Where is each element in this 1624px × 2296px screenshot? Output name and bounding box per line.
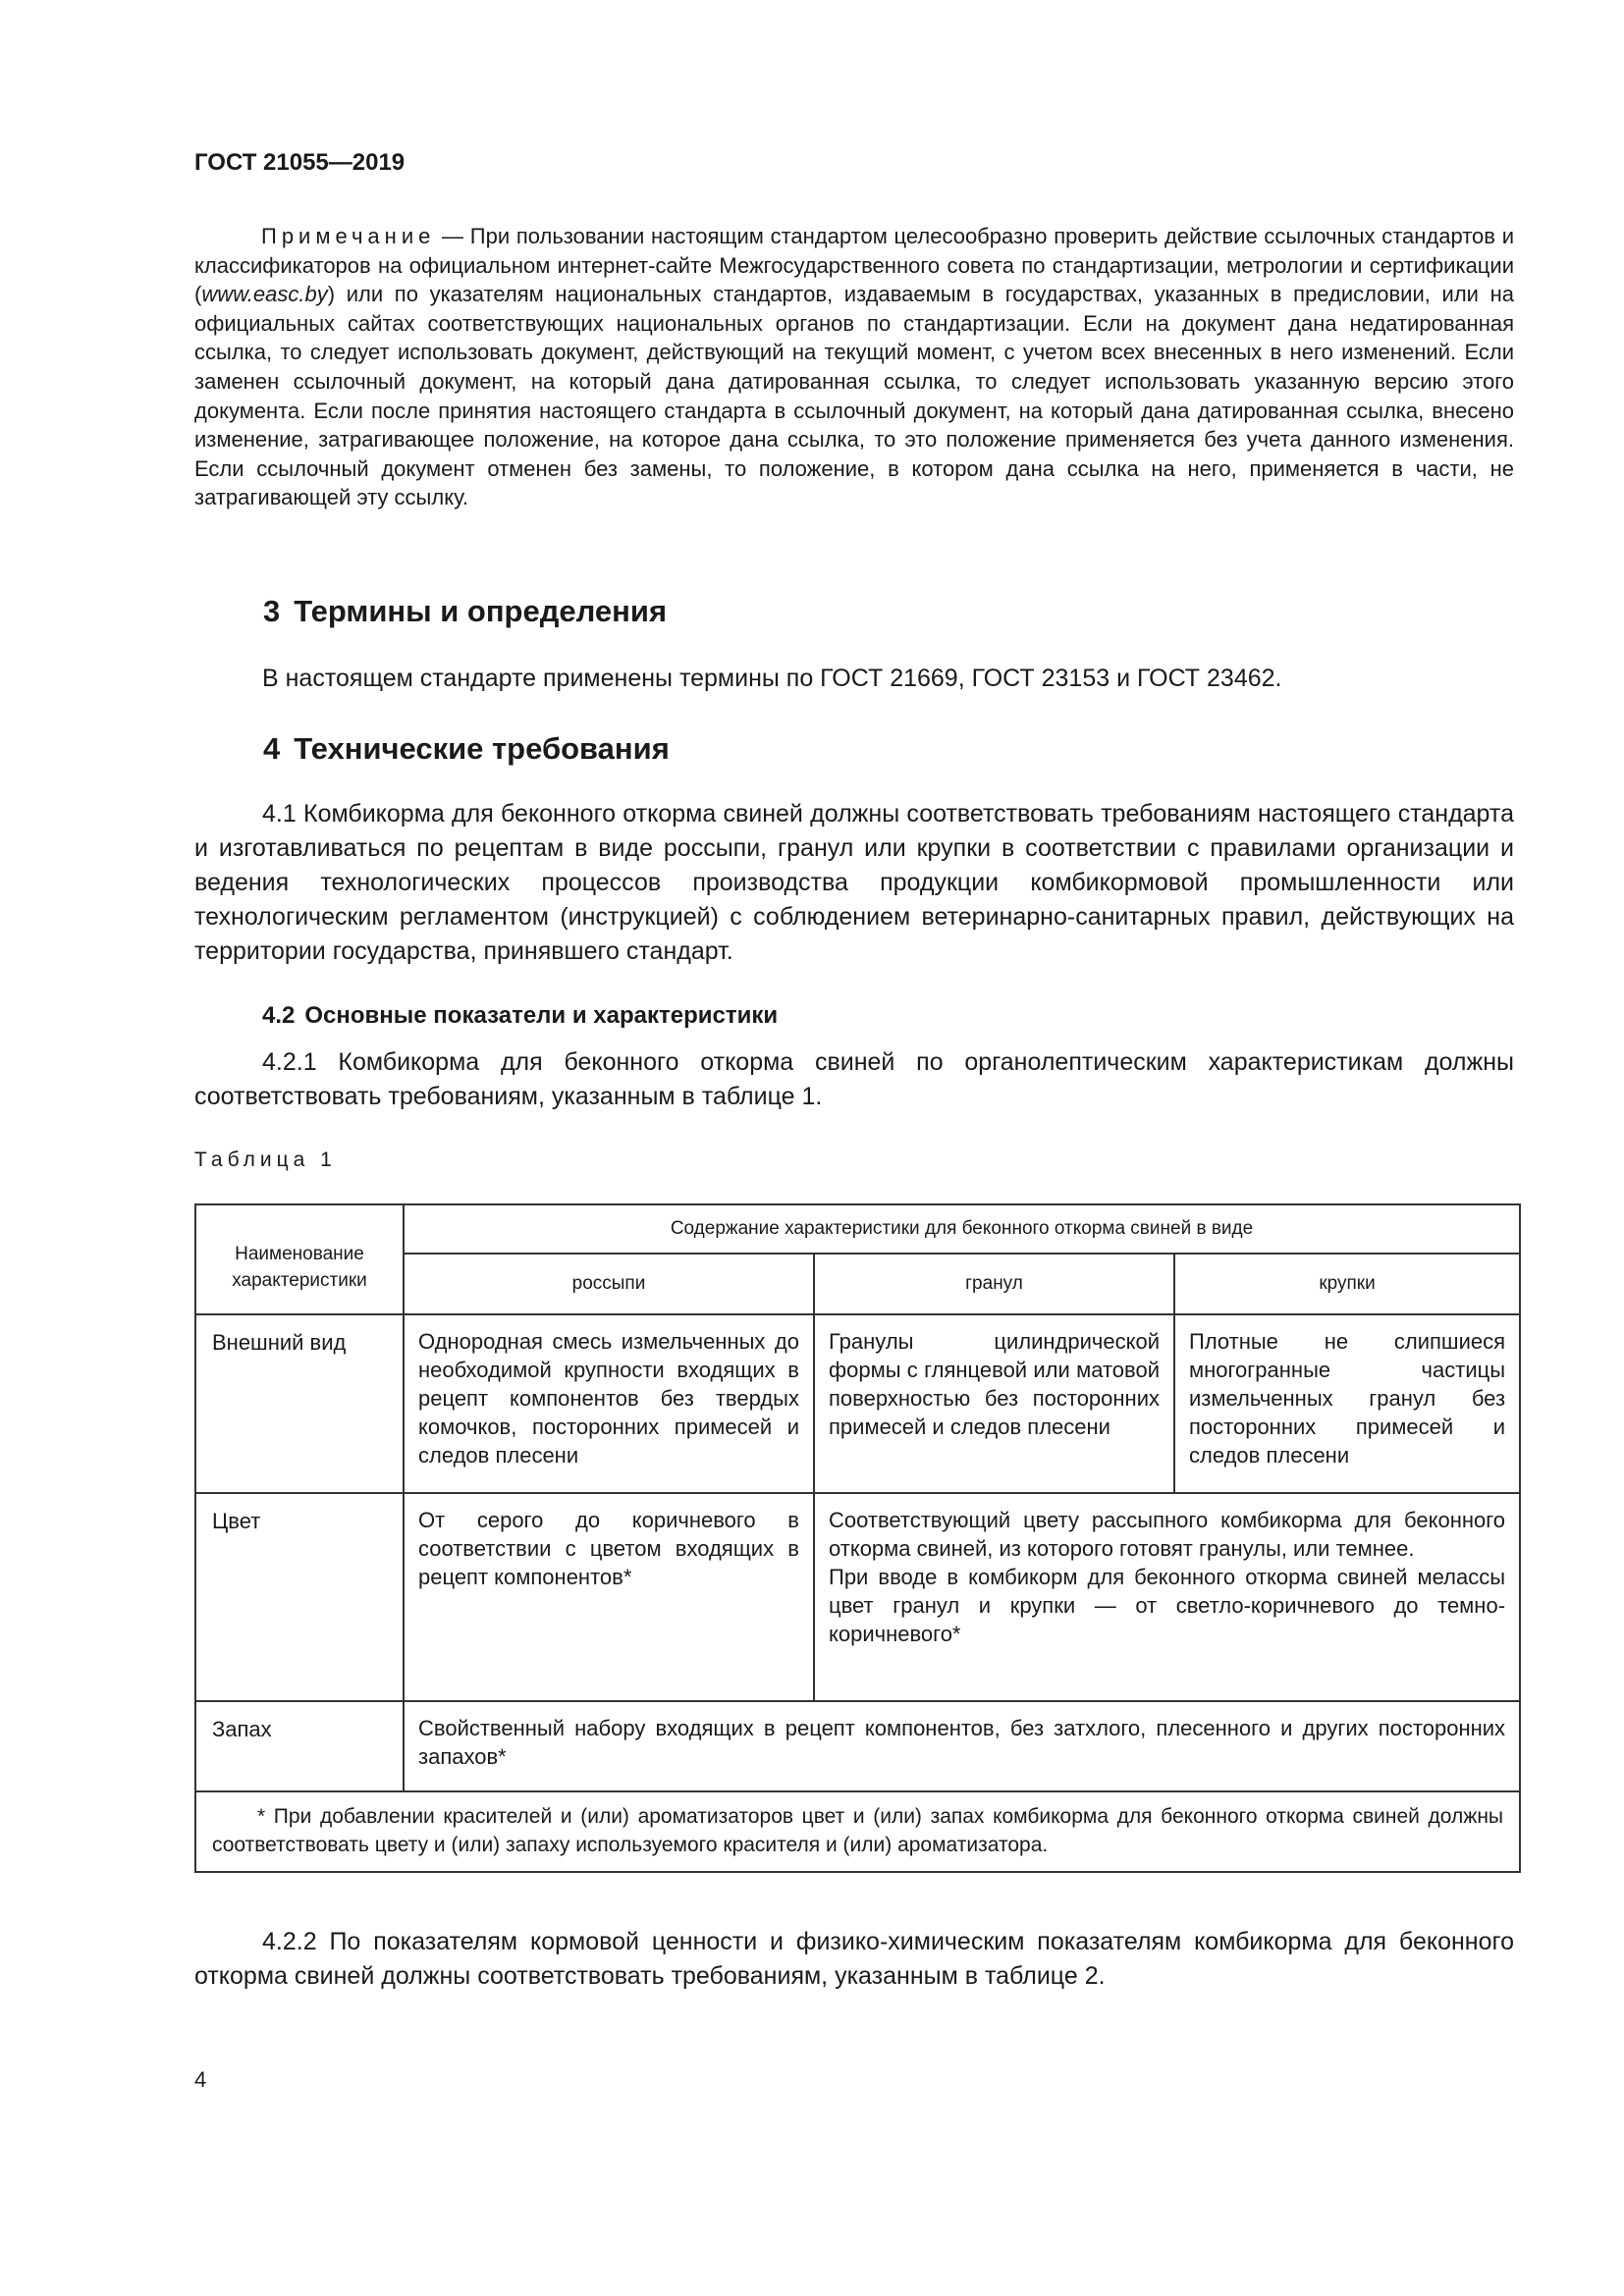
row-smell-name-cell [195,1701,404,1791]
section-3-title: Термины и определения [294,594,668,628]
row-color-granules-crumbs [815,1494,1519,1660]
standard-code: ГОСТ 21055—2019 [194,149,406,176]
page-number: 4 [194,2067,207,2092]
row-color-loose: От серого до коричневого в соответствии с цветом входящих в рецепт компонентов* [418,1508,799,1589]
table-footnote-cell [195,1791,1520,1872]
table-row-color [195,1493,1520,1701]
subsection-4-2-heading [262,1002,778,1030]
note-paragraph [194,222,1514,512]
table-footnote: * При добавлении красителей и (или) ароматизаторов цвет и (или) запах комбикорма для беконного откорма свиней должны соответствовать цвету и (или) запаху используемого красителя и (или) ароматизатора. [212,1805,1504,1856]
header-name-cell [195,1204,404,1314]
subsection-4-2-number: 4.2 [262,1002,296,1029]
header-crumbs-cell [1174,1254,1520,1314]
row-appearance-crumbs-cell [1174,1314,1520,1493]
row-smell-name: Запах [212,1717,272,1741]
row-appearance-name-cell [195,1314,404,1493]
table-row-appearance [195,1314,1520,1493]
section-3-text: В настоящем стандарте применены термины по ГОСТ 21669, ГОСТ 23153 и ГОСТ 23462. [262,665,1282,692]
row-color-name: Цвет [212,1509,261,1533]
table-1-caption: Таблица 1 [194,1148,337,1171]
row-color-granules-crumbs-text-1: Соответствующий цвету рассыпного комбикорма для беконного откорма свиней, из которого готовят гранулы, или темнее. [829,1508,1506,1561]
subsection-4-2-title: Основные показатели и характеристики [304,1002,779,1029]
row-appearance-crumbs: Плотные не слипшиеся многогранные частицы измельченных гранул без посторонних примесей и следов плесени [1189,1329,1506,1468]
table-1 [194,1203,1521,1873]
row-color-name-cell [195,1493,404,1701]
row-appearance-name: Внешний вид [212,1330,347,1355]
note-text-part2: ) или по указателям национальных стандартов, издаваемым в государствах, указанных в предисловии, или на официальных сайтах соответствующих национальных органов по стандартизации. Если на документ дана недатированная ссылка, то следует использовать документ, действующий на текущий момент, с учетом всех внесенных в него изменений. Если заменен ссылочный документ, на который дана датированная ссылка, то следует использовать указанную версию этого документа. Если после принятия настоящего стандарта в ссылочный документ, на который дана датированная ссылка, внесено изменение, затрагивающее положение, на которое дана ссылка, то это положение применяется без учета данного изменения. Если ссылочный документ отменен без замены, то положение, в котором дана ссылка на него, применяется в части, не затрагивающей эту ссылку. [194,282,1514,510]
row-color-granules-crumbs-cell [814,1493,1520,1701]
section-3-heading [263,594,667,629]
header-group-text: Содержание характеристики для беконного откорма свиней в виде [670,1218,1254,1239]
row-smell-all-cell [404,1701,1520,1791]
paragraph-4-2-2: 4.2.2 По показателям кормовой ценности и физико-химическим показателям комбикорма для беконного откорма свиней должны соответствовать требованиям, указанным в таблице 2. [194,1928,1514,1990]
paragraph-4-2-1: 4.2.1 Комбикорма для беконного откорма свиней по органолептическим характеристикам должны соответствовать требованиям, указанным в таблице 1. [194,1048,1514,1110]
row-appearance-granules: Гранулы цилиндрической формы с глянцевой или матовой поверхностью без посторонних примесей и следов плесени [829,1329,1160,1439]
header-loose-cell [404,1254,814,1314]
note-label: Примечание [261,224,436,248]
section-3-number: 3 [263,594,281,628]
note-url: www.easc.by [201,282,328,307]
header-granules-text: гранул [965,1273,1023,1294]
row-smell-all: Свойственный набору входящих в рецепт компонентов, без затхлого, плесенного и других посторонних запахов* [418,1716,1506,1769]
table-row-smell [195,1701,1520,1791]
table-header-row-1 [195,1204,1520,1254]
table-footnote-row [195,1791,1520,1872]
header-granules-cell [814,1254,1174,1314]
section-4-title: Технические требования [294,731,670,766]
row-color-granules-crumbs-text-2: При вводе в комбикорм для беконного откорма свиней мелассы цвет гранул и крупки — от светло-коричневого до темно-коричневого* [829,1565,1506,1646]
section-4-heading [263,731,670,767]
row-appearance-granules-cell [814,1314,1174,1493]
note-text-part1: — При пользовании настоящим стандартом целесообразно проверить действие ссылочных стандартов и классификаторов на официальном интернет-сайте Межгосударственного совета по стандартизации, метрологии и сертификации ( [194,224,1514,307]
row-color-loose-cell [404,1493,814,1701]
header-loose-text: россыпи [571,1273,646,1294]
row-appearance-loose: Однородная смесь измельченных до необходимой крупности входящих в рецепт компонентов без твердых комочков, посторонних примесей и следов плесени [418,1329,799,1468]
row-appearance-loose-cell [404,1314,814,1493]
paragraph-4-1: 4.1 Комбикорма для беконного откорма свиней должны соответствовать требованиям настоящего стандарта и изготавливаться по рецептам в виде россыпи, гранул или крупки в соответствии с правилами организации и ведения технологических процессов производства продукции комбикормовой промышленности или технологическим регламентом (инструкцией) с соблюдением ветеринарно-санитарных правил, действующих на территории государства, принявшего стандарт. [194,800,1514,965]
header-group-cell [404,1204,1520,1254]
header-name-text: Наименование характеристики [232,1244,367,1291]
section-4-number: 4 [263,731,281,766]
header-crumbs-text: крупки [1319,1273,1376,1294]
